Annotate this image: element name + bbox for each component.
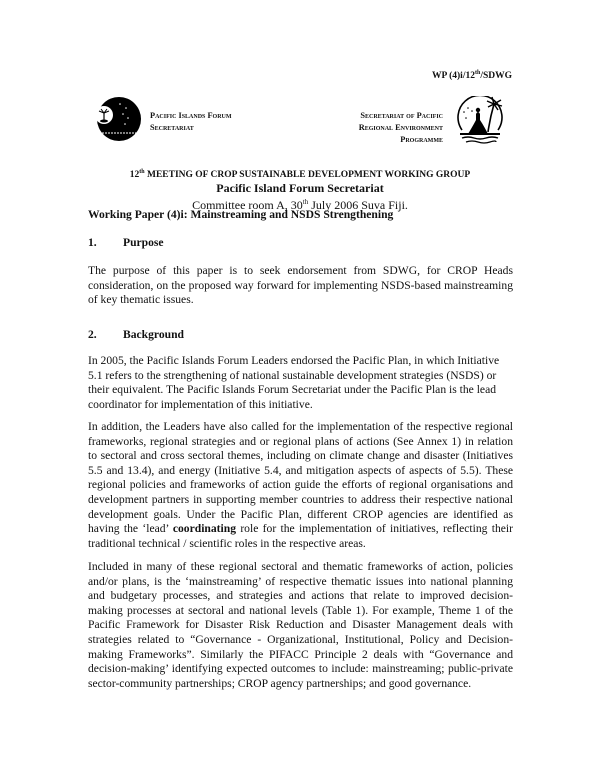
org-right-name (359, 110, 443, 146)
section-2-title: Background (123, 328, 184, 341)
document-reference (432, 70, 512, 81)
section-1-title: Purpose (123, 236, 164, 249)
meeting-heading (0, 166, 600, 213)
paragraph-2-bold: coordinating (172, 522, 236, 536)
meeting-number: 12 (129, 170, 140, 181)
section-2-number: 2. (88, 328, 97, 341)
sprep-logo-icon (454, 96, 506, 146)
background-paragraph-1: In 2005, the Pacific Islands Forum Leaders endorsed the Pacific Plan, in which Initiative 5.1 refers to the strengthening of national sustainable development strategies (NSDS) or their equivalent. The Pacific Islands Forum Secretariat under the Pacific Plan is the lead coordinator for implementation of this initiative. (88, 354, 500, 411)
meeting-title (0, 166, 600, 181)
paragraph-2-tail: role for the implementation of initiatives, reflecting their traditional technical / scientific roles in the respective areas. (88, 522, 513, 550)
meeting-title-text: MEETING OF CROP SUSTAINABLE DEVELOPMENT WORKING GROUP (144, 170, 471, 181)
org-right-line2: Regional Environment (358, 123, 443, 132)
org-right-line3: Programme (400, 135, 443, 144)
meeting-number-sup: th (139, 169, 145, 175)
venue-date-pre: Committee room A, 30 (192, 198, 303, 213)
paragraph-2-text: In addition, the Leaders have also called for the implementation of the respective regional frameworks, regional strategies and or regional plans of actions (See Annex 1) in relation to sectoral and cross sectoral themes, including on climate change and disaster (Initiatives 5.5 and 13.4), and energy (Initiative 5.4, and mitigation aspects of aspects of 5.5). These regional policies and frameworks of action guide the efforts of regional organisations and development partners in supporting member countries to address their respective national development goals. Under the Pacific Plan, different CROP agencies are identified as having the ‘lead’ (88, 420, 513, 536)
background-paragraph-3: Included in many of these regional sectoral and thematic frameworks of action, policies and/or plans, is the ‘mainstreaming’ of respective thematic issues into national planning and budgetary processes, and strategies and actions that relate to improved decision-making processes at sectoral and national levels (Table 1). For example, Theme 1 of the Pacific Framework for Disaster Risk Reduction and Disaster Management deals with strategies related to “Governance - Organizational, Institutional, Policy and Decision-making Frameworks”. Similarly the PIFACC Principle 2 deals with “Governance and decision-making’ identifying expected outcomes to include: mainstreaming; public-private sector-community partnerships; CROP agency partnerships; and good governance. (88, 560, 513, 690)
section-1-number: 1. (88, 236, 97, 249)
reference-sup: th (474, 70, 481, 76)
reference-suffix: /SDWG (480, 71, 512, 82)
purpose-paragraph: The purpose of this paper is to seek endorsement from SDWG, for CROP Heads consideration, on the proposed way forward for implementing NSDS-based mainstreaming of key thematic issues. (88, 264, 513, 307)
background-paragraph-2 (88, 420, 513, 551)
venue-date-post: July 2006 Suva Fiji. (308, 198, 408, 213)
venue-date-sup: th (302, 198, 309, 207)
org-left-name (150, 110, 232, 134)
document-title: Working Paper (4)i: Mainstreaming and NSDS Strengthening (88, 208, 394, 221)
org-left-line2: Secretariat (150, 123, 194, 132)
org-right-line1: Secretariat of Pacific (360, 111, 443, 120)
section-1-heading (88, 236, 513, 251)
pifs-logo-icon (96, 96, 142, 142)
section-2-heading (88, 328, 513, 343)
org-left-line1: Pacific Islands Forum (150, 111, 232, 120)
reference-code: WP (4)i/12 (431, 71, 475, 82)
meeting-host: Pacific Island Forum Secretariat (216, 181, 384, 196)
